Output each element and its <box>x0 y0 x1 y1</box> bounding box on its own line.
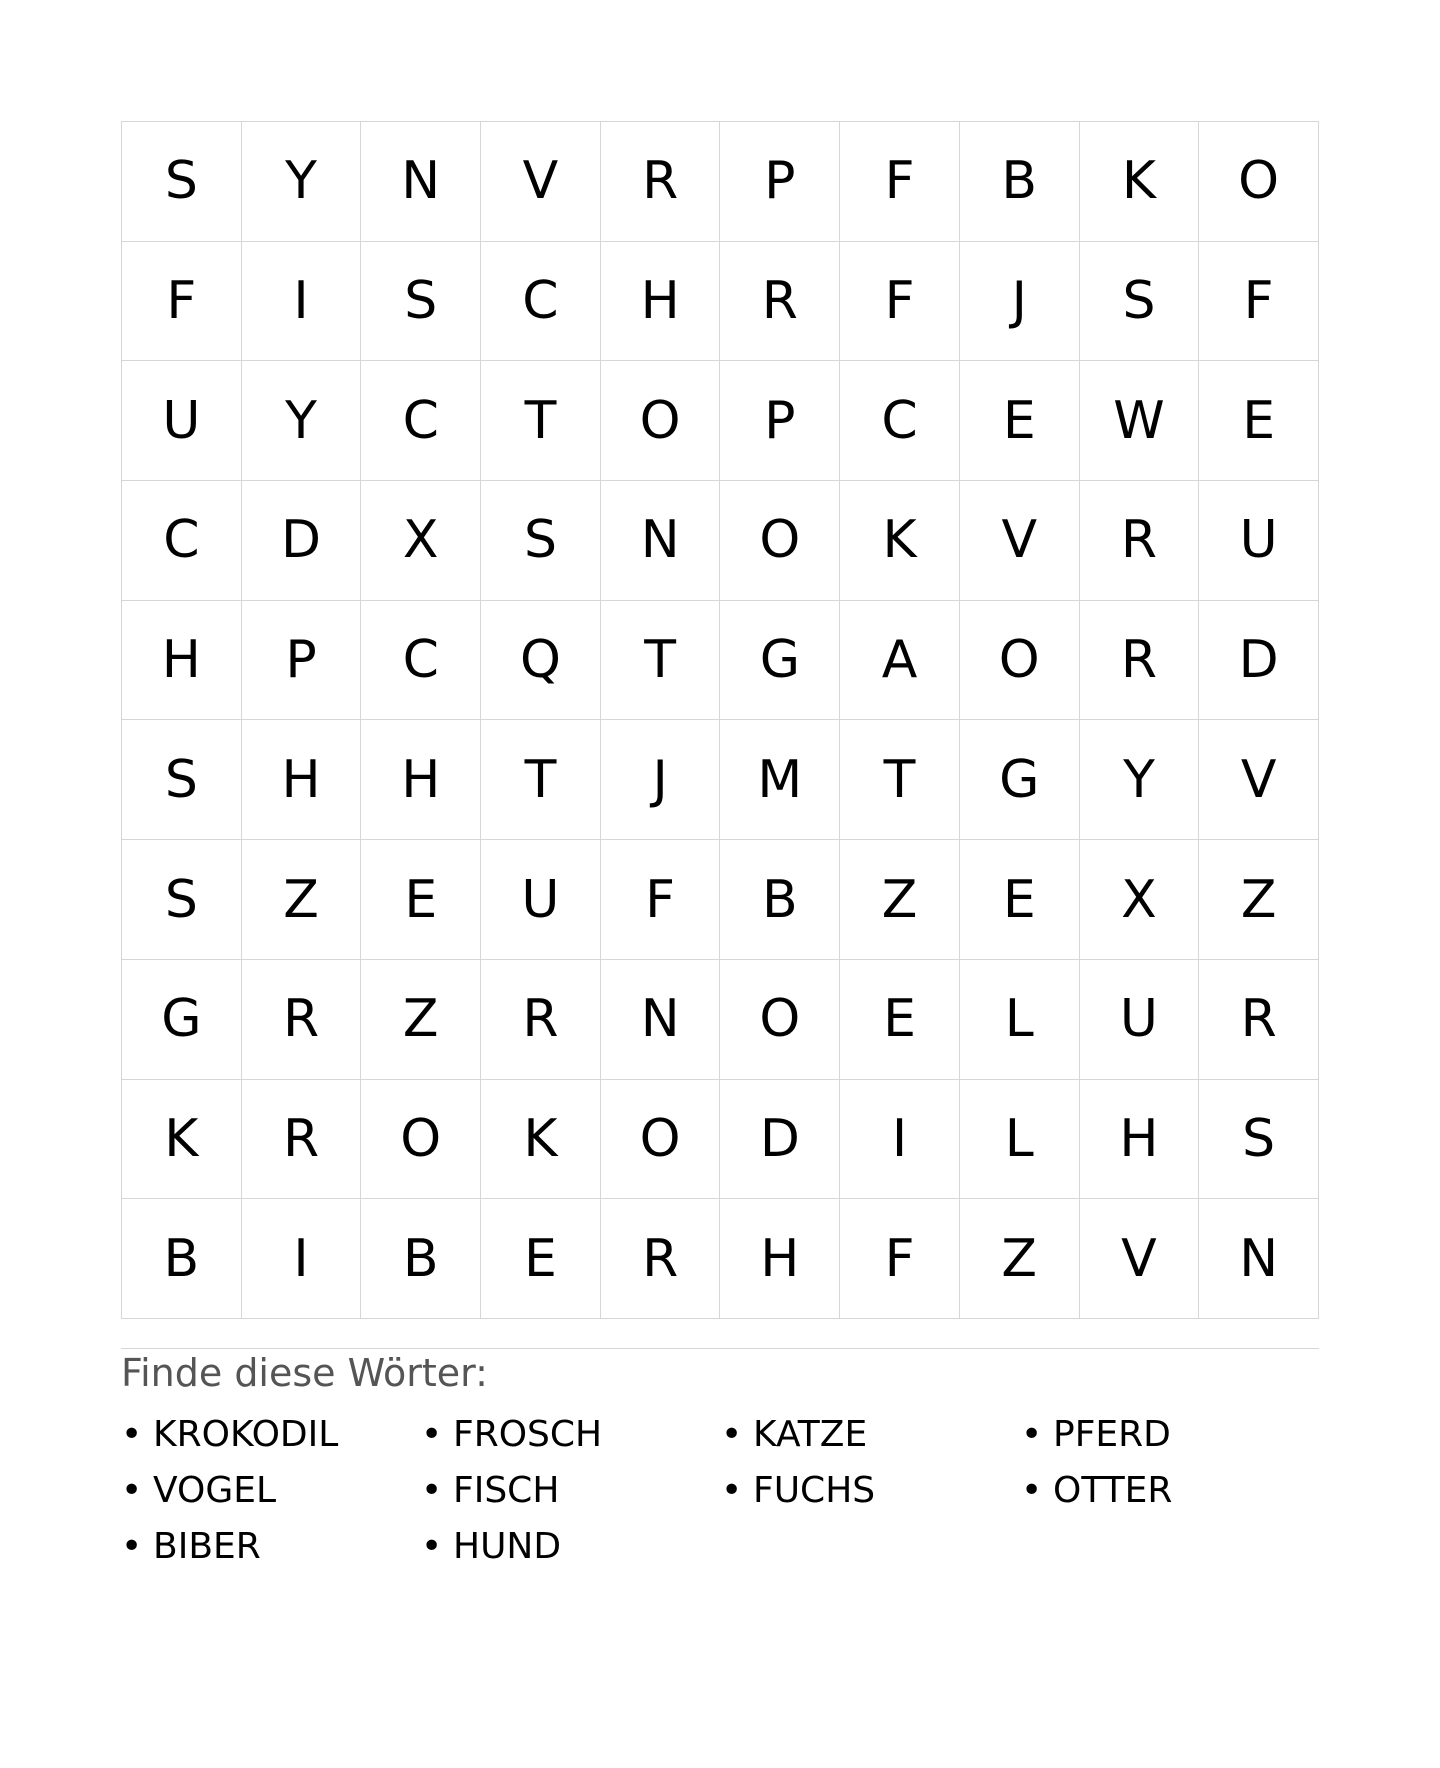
grid-cell[interactable]: L <box>960 960 1080 1080</box>
grid-cell[interactable]: H <box>1080 1080 1200 1200</box>
grid-cell[interactable]: G <box>122 960 242 1080</box>
bullet-icon: • <box>121 1414 143 1455</box>
grid-cell[interactable]: V <box>1080 1199 1200 1319</box>
grid-cell[interactable]: O <box>720 960 840 1080</box>
bullet-icon: • <box>121 1526 143 1567</box>
grid-cell[interactable]: F <box>601 840 721 960</box>
grid-cell[interactable]: R <box>601 122 721 242</box>
word-label: KROKODIL <box>153 1414 339 1455</box>
bullet-icon: • <box>421 1526 443 1567</box>
grid-cell[interactable]: Y <box>242 122 362 242</box>
grid-cell[interactable]: B <box>361 1199 481 1319</box>
grid-cell[interactable]: G <box>960 720 1080 840</box>
grid-cell[interactable]: K <box>122 1080 242 1200</box>
word-list-item <box>1021 1463 1321 1519</box>
word-list-item <box>121 1519 421 1575</box>
grid-cell[interactable]: B <box>960 122 1080 242</box>
grid-cell[interactable]: Z <box>840 840 960 960</box>
grid-cell[interactable]: R <box>481 960 601 1080</box>
grid-cell[interactable]: E <box>960 361 1080 481</box>
grid-cell[interactable]: V <box>481 122 601 242</box>
grid-cell[interactable]: S <box>1080 242 1200 362</box>
grid-cell[interactable]: S <box>361 242 481 362</box>
grid-cell[interactable]: P <box>242 601 362 721</box>
grid-cell[interactable]: T <box>481 361 601 481</box>
grid-cell[interactable]: R <box>720 242 840 362</box>
word-label: FISCH <box>453 1470 560 1511</box>
grid-cell[interactable]: U <box>122 361 242 481</box>
grid-cell[interactable]: H <box>720 1199 840 1319</box>
word-list <box>121 1407 1321 1575</box>
word-label: HUND <box>453 1526 562 1567</box>
grid-cell[interactable]: N <box>1199 1199 1319 1319</box>
grid-cell[interactable]: H <box>122 601 242 721</box>
grid-cell[interactable]: P <box>720 122 840 242</box>
grid-cell[interactable]: K <box>840 481 960 601</box>
grid-cell[interactable]: F <box>840 122 960 242</box>
grid-cell[interactable]: Q <box>481 601 601 721</box>
grid-cell[interactable]: D <box>720 1080 840 1200</box>
grid-cell[interactable]: G <box>720 601 840 721</box>
grid-cell[interactable]: R <box>1080 601 1200 721</box>
grid-cell[interactable]: U <box>1199 481 1319 601</box>
word-label: OTTER <box>1053 1470 1173 1511</box>
bullet-icon: • <box>421 1414 443 1455</box>
grid-cell[interactable]: S <box>122 122 242 242</box>
grid-cell[interactable]: O <box>361 1080 481 1200</box>
grid-cell[interactable]: T <box>601 601 721 721</box>
grid-cell[interactable]: V <box>1199 720 1319 840</box>
bullet-icon: • <box>721 1470 743 1511</box>
grid-cell[interactable]: H <box>242 720 362 840</box>
grid-cell[interactable]: O <box>720 481 840 601</box>
grid-cell[interactable]: T <box>481 720 601 840</box>
grid-cell[interactable]: S <box>122 840 242 960</box>
grid-cell[interactable]: D <box>242 481 362 601</box>
grid-cell[interactable]: Z <box>1199 840 1319 960</box>
grid-cell[interactable]: F <box>1199 242 1319 362</box>
grid-cell[interactable]: O <box>1199 122 1319 242</box>
grid-cell[interactable]: I <box>242 242 362 362</box>
word-list-item <box>421 1519 721 1575</box>
grid-cell[interactable]: O <box>960 601 1080 721</box>
grid-cell[interactable]: C <box>481 242 601 362</box>
grid-cell[interactable]: H <box>601 242 721 362</box>
grid-cell[interactable]: N <box>361 122 481 242</box>
grid-cell[interactable]: F <box>122 242 242 362</box>
grid-cell[interactable]: N <box>601 960 721 1080</box>
grid-cell[interactable]: R <box>601 1199 721 1319</box>
word-list-item <box>1021 1407 1321 1463</box>
grid-cell[interactable]: Z <box>361 960 481 1080</box>
grid-cell[interactable]: V <box>960 481 1080 601</box>
grid-cell[interactable]: S <box>481 481 601 601</box>
divider <box>121 1348 1319 1349</box>
word-list-item <box>121 1463 421 1519</box>
word-list-item <box>121 1407 421 1463</box>
grid-cell[interactable]: F <box>840 242 960 362</box>
grid-cell[interactable]: E <box>481 1199 601 1319</box>
grid-cell[interactable]: E <box>840 960 960 1080</box>
grid-cell[interactable]: E <box>1199 361 1319 481</box>
letter-grid <box>121 121 1319 1319</box>
bullet-icon: • <box>421 1470 443 1511</box>
grid-cell[interactable]: C <box>122 481 242 601</box>
grid-cell[interactable]: O <box>601 361 721 481</box>
grid-cell[interactable]: U <box>481 840 601 960</box>
word-list-item <box>421 1407 721 1463</box>
grid-cell[interactable]: R <box>242 1080 362 1200</box>
grid-cell[interactable]: K <box>1080 122 1200 242</box>
word-label: FROSCH <box>453 1414 603 1455</box>
grid-cell[interactable]: X <box>361 481 481 601</box>
word-list-item <box>721 1407 1021 1463</box>
word-label: VOGEL <box>153 1470 277 1511</box>
grid-cell[interactable]: Y <box>1080 720 1200 840</box>
word-list-heading: Finde diese Wörter: <box>121 1351 488 1395</box>
grid-cell[interactable]: E <box>361 840 481 960</box>
grid-cell[interactable]: H <box>361 720 481 840</box>
grid-cell[interactable]: U <box>1080 960 1200 1080</box>
word-list-item <box>721 1463 1021 1519</box>
grid-cell[interactable]: E <box>960 840 1080 960</box>
grid-cell[interactable]: T <box>840 720 960 840</box>
grid-cell[interactable]: D <box>1199 601 1319 721</box>
grid-cell[interactable]: W <box>1080 361 1200 481</box>
bullet-icon: • <box>1021 1414 1043 1455</box>
bullet-icon: • <box>721 1414 743 1455</box>
grid-cell[interactable]: B <box>720 840 840 960</box>
grid-cell[interactable]: R <box>1080 481 1200 601</box>
grid-cell[interactable]: L <box>960 1080 1080 1200</box>
word-label: PFERD <box>1053 1414 1171 1455</box>
grid-cell[interactable]: X <box>1080 840 1200 960</box>
grid-cell[interactable]: R <box>242 960 362 1080</box>
word-label: KATZE <box>753 1414 868 1455</box>
grid-cell[interactable]: B <box>122 1199 242 1319</box>
grid-cell[interactable]: I <box>242 1199 362 1319</box>
word-label: FUCHS <box>753 1470 876 1511</box>
grid-cell[interactable]: M <box>720 720 840 840</box>
grid-cell[interactable]: A <box>840 601 960 721</box>
bullet-icon: • <box>1021 1470 1043 1511</box>
grid-cell[interactable]: Y <box>242 361 362 481</box>
grid-cell[interactable]: O <box>601 1080 721 1200</box>
grid-cell[interactable]: R <box>1199 960 1319 1080</box>
grid-cell[interactable]: Z <box>960 1199 1080 1319</box>
grid-cell[interactable]: J <box>601 720 721 840</box>
grid-cell[interactable]: C <box>840 361 960 481</box>
grid-cell[interactable]: N <box>601 481 721 601</box>
grid-cell[interactable]: F <box>840 1199 960 1319</box>
grid-cell[interactable]: J <box>960 242 1080 362</box>
word-label: BIBER <box>153 1526 261 1567</box>
grid-cell[interactable]: S <box>122 720 242 840</box>
grid-cell[interactable]: S <box>1199 1080 1319 1200</box>
grid-cell[interactable]: K <box>481 1080 601 1200</box>
grid-cell[interactable]: Z <box>242 840 362 960</box>
word-list-item <box>421 1463 721 1519</box>
bullet-icon: • <box>121 1470 143 1511</box>
grid-cell[interactable]: C <box>361 361 481 481</box>
grid-cell[interactable]: I <box>840 1080 960 1200</box>
grid-cell[interactable]: P <box>720 361 840 481</box>
grid-cell[interactable]: C <box>361 601 481 721</box>
